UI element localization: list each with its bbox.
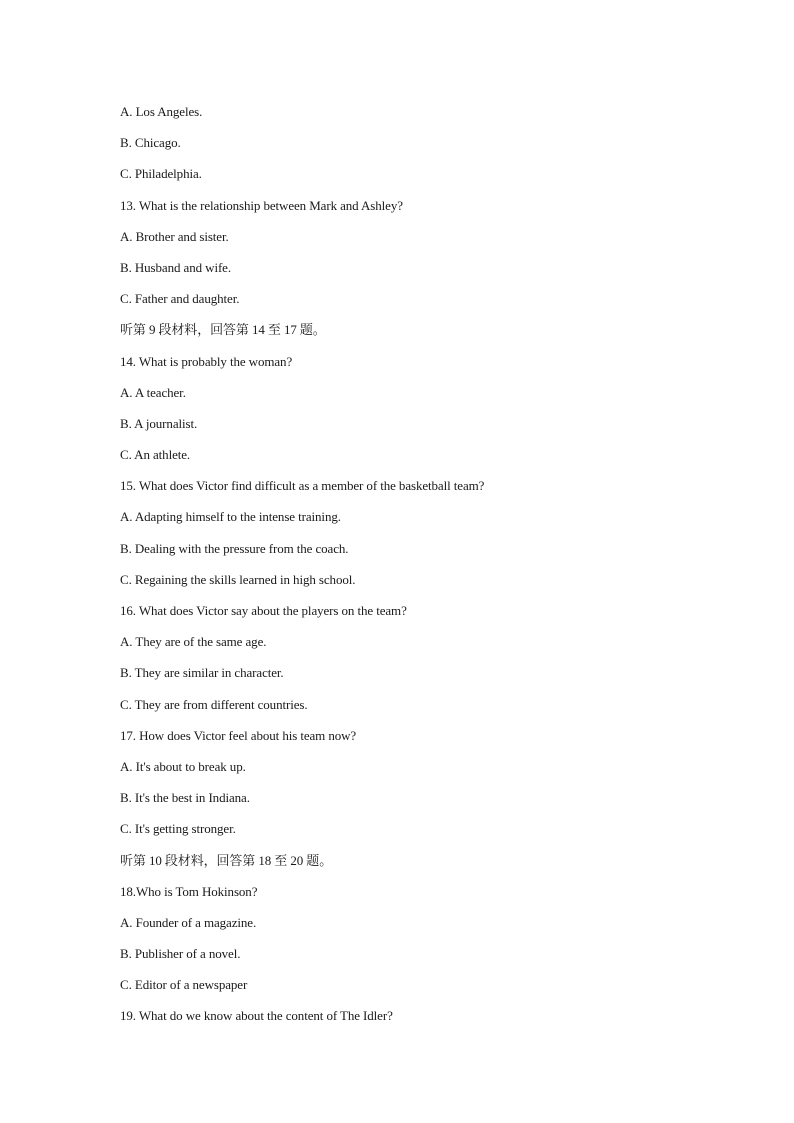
question-15: 15. What does Victor find difficult as a member of the basketball team? (120, 478, 485, 494)
question-16: 16. What does Victor say about the players on the team? (120, 603, 407, 618)
option-b-q17: B. It's the best in Indiana. (120, 790, 250, 806)
question-14: 14. What is probably the woman? (120, 353, 293, 369)
option-a-q14: A. A teacher. (120, 384, 186, 400)
option-c-q12: C. Philadelphia. (120, 166, 202, 182)
option-b-q16: B. They are similar in character. (120, 665, 284, 681)
option-b-q12: B. Chicago. (120, 135, 181, 151)
question-13: 13. What is the relationship between Mark and Ashley? (120, 197, 403, 213)
option-a-q18: A. Founder of a magazine. (120, 914, 257, 930)
option-b-q15: B. Dealing with the pressure from the coach. (120, 540, 349, 556)
question-17: 17. How does Victor feel about his team now? (120, 727, 357, 743)
option-b-q14: B. A journalist. (120, 415, 198, 431)
question-18: 18.Who is Tom Hokinson? (120, 883, 258, 899)
option-b-q18: B. Publisher of a novel. (120, 946, 241, 962)
option-a-q17: A. It's about to break up. (120, 758, 246, 774)
option-a-q13: A. Brother and sister. (120, 228, 229, 244)
option-a-q15: A. Adapting himself to the intense training. (120, 509, 341, 525)
section-instruction-9: 听第 9 段材料，回答第 14 至 17 题。 (120, 322, 326, 338)
option-c-q15: C. Regaining the skills learned in high school. (120, 571, 356, 587)
option-c-q17: C. It's getting stronger. (120, 821, 236, 837)
option-a-q12: A. Los Angeles. (120, 104, 203, 119)
option-c-q16: C. They are from different countries. (120, 696, 308, 712)
option-c-q13: C. Father and daughter. (120, 291, 240, 307)
section-instruction-10: 听第 10 段材料，回答第 18 至 20 题。 (120, 852, 333, 868)
question-19: 19. What do we know about the content of The Idler? (120, 1008, 393, 1024)
text-body (120, 102, 740, 1038)
option-b-q13: B. Husband and wife. (120, 259, 232, 275)
option-a-q16: A. They are of the same age. (120, 634, 267, 650)
option-c-q18: C. Editor of a newspaper (120, 977, 248, 993)
option-c-q14: C. An athlete. (120, 447, 191, 463)
